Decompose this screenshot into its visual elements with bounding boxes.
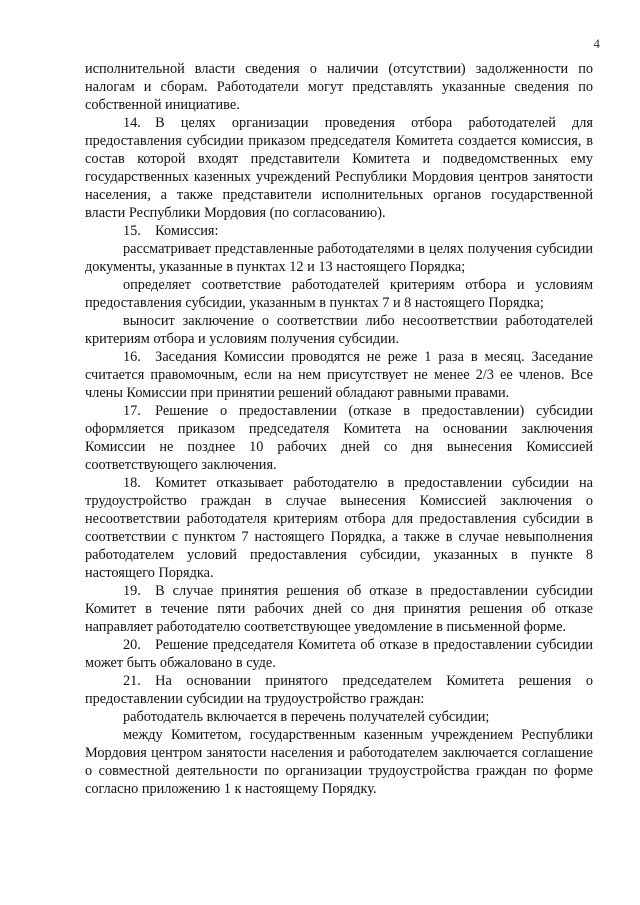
paragraph-16: 16. Заседания Комиссии проводятся не реже 1 раза в месяц. Заседание считается правомочным, если на нем присутствует не менее 2/3 ее членов. Все члены Комиссии при принятии решений обладают равными правами. [85,349,593,401]
page-number: 4 [593,36,600,51]
paragraph-15: 15. Комиссия: [123,223,219,239]
paragraph-18: 18. Комитет отказывает работодателю в предоставлении субсидии на трудоустройство граждан в случае вынесения Комиссией заключения о несоответствии работодателя критериям отбора для предоставления субсидии в соответствии с пунктом 7 настоящего Порядка, а также в случае невыполнения работодателем условий предоставления субсидии, указанных в пункте 8 настоящего Порядка. [85,475,593,581]
paragraph-20: 20. Решение председателя Комитета об отказе в предоставлении субсидии может быть обжаловано в суде. [85,637,593,671]
paragraph-15-item-2: определяет соответствие работодателей критериям отбора и условиям предоставления субсидии, указанным в пунктах 7 и 8 настоящего Порядка; [85,277,593,311]
paragraph-19: 19. В случае принятия решения об отказе в предоставлении субсидии Комитет в течение пяти рабочих дней со дня принятия решения об отказе направляет работодателю соответствующее уведомление в письменной форме. [85,583,593,635]
paragraph-21-item-2: между Комитетом, государственным казенным учреждением Республики Мордовия центром занятости населения и работодателем заключается соглашение о совместной деятельности по организации трудоустройства граждан по форме согласно приложению 1 к настоящему Порядку. [85,727,593,797]
paragraph-21-item-1: работодатель включается в перечень получателей субсидии; [123,709,490,725]
paragraph-15-item-3: выносит заключение о соответствии либо несоответствии работодателей критериям отбора и условиям получения субсидии. [85,313,593,347]
document-body [85,60,593,798]
paragraph-21: 21. На основании принятого председателем Комитета решения о предоставлении субсидии на трудоустройство граждан: [85,673,593,707]
paragraph-17: 17. Решение о предоставлении (отказе в предоставлении) субсидии оформляется приказом председателя Комитета на основании заключения Комиссии не позднее 10 рабочих дней со дня вынесения Комиссией соответствующего заключения. [85,403,593,473]
paragraph-14: 14. В целях организации проведения отбора работодателей для предоставления субсидии приказом председателя Комитета создается комиссия, в состав которой входят представители Комитета и подведомственных ему государственных казенных учреждений Республики Мордовия центров занятости населения, а также представители исполнительных органов государственной власти Республики Мордовия (по согласованию). [85,115,593,221]
paragraph-15-item-1: рассматривает представленные работодателями в целях получения субсидии документы, указанные в пунктах 12 и 13 настоящего Порядка; [85,241,593,275]
paragraph-continuation: исполнительной власти сведения о наличии (отсутствии) задолженности по налогам и сборам. Работодатели могут представлять указанные сведения по собственной инициативе. [85,61,593,113]
